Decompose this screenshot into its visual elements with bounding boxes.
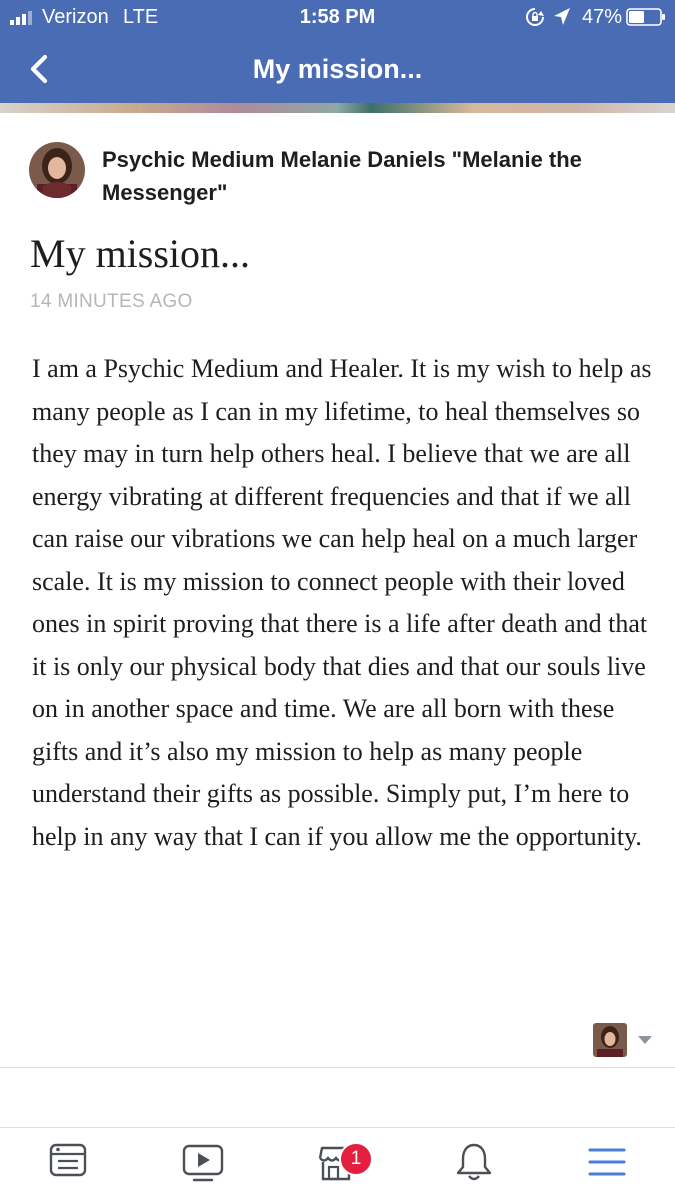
- bell-icon: [452, 1140, 496, 1184]
- divider: [0, 1067, 675, 1068]
- carrier-name: Verizon: [42, 6, 109, 28]
- navigation-bar: [0, 34, 675, 103]
- network-type: LTE: [123, 6, 159, 28]
- battery-percent: 47%: [582, 6, 623, 28]
- author-avatar[interactable]: [29, 142, 85, 198]
- author-name[interactable]: Psychic Medium Melanie Daniels "Melanie the Messenger": [102, 147, 582, 205]
- chevron-down-icon[interactable]: [636, 1034, 654, 1046]
- viewer-avatar[interactable]: [593, 1023, 627, 1057]
- post-body: [32, 348, 654, 858]
- tab-watch[interactable]: [175, 1140, 231, 1192]
- location-arrow-icon: [553, 7, 571, 27]
- cover-photo-strip: [0, 103, 675, 113]
- hamburger-menu-icon: [585, 1140, 629, 1184]
- news-feed-icon: [48, 1140, 88, 1180]
- video-play-icon: [181, 1140, 225, 1184]
- marketplace-badge: 1: [339, 1142, 373, 1176]
- tab-news-feed[interactable]: [40, 1140, 96, 1192]
- tab-notifications[interactable]: [446, 1140, 502, 1192]
- bottom-tab-bar: [0, 1128, 675, 1200]
- tab-menu[interactable]: [579, 1140, 635, 1192]
- header: [0, 0, 675, 103]
- post-title: My mission...: [30, 231, 251, 276]
- rotation-lock-icon: [525, 7, 545, 27]
- post-timestamp: 14 MINUTES AGO: [30, 291, 193, 312]
- nav-title: My mission...: [252, 54, 423, 84]
- status-time: 1:58 PM: [299, 6, 376, 28]
- post-body-text: I am a Psychic Medium and Healer. It is my wish to help as many people as I can in my lifetime, to heal themselves so they may in turn help others heal. I believe that we are all energy vibrating at different frequencies and that if we all can raise our vibrations we can help heal on a much larger scale. It is my mission to connect people with their loved ones in spirit proving that there is a life after death and that it is only our physical body that dies and that our souls live on in another space and time. We are all born with these gifts and it’s also my mission to help as many people understand their gifts as possible. Simply put, I’m here to help in any way that I can if you allow me the opportunity.: [32, 354, 652, 851]
- status-bar: [0, 0, 675, 34]
- battery-icon: [626, 8, 666, 26]
